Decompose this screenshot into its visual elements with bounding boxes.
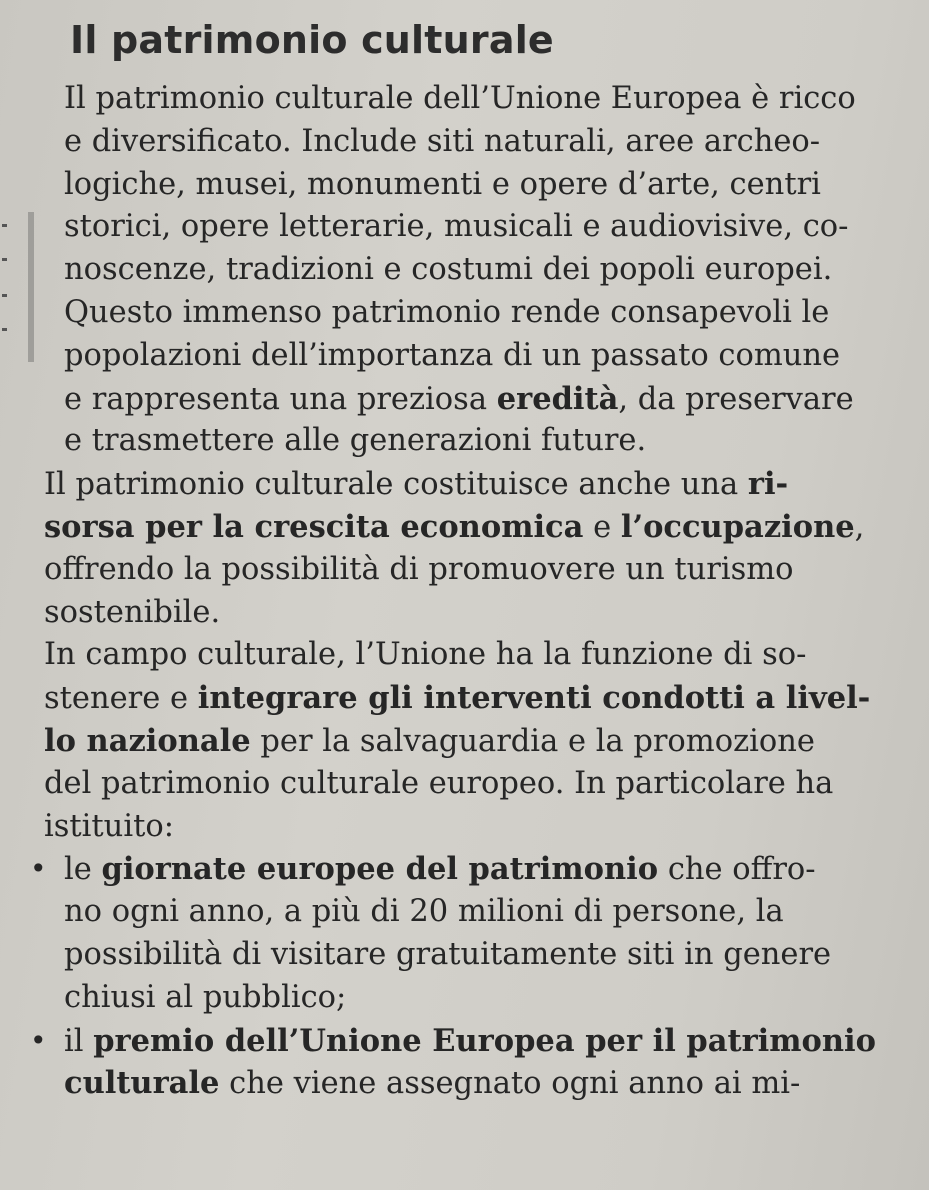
text-run: stenere e <box>44 681 198 717</box>
text-run: offrendo la possibilità di promuovere un turismo <box>44 551 794 587</box>
text-run: e rappresenta una preziosa <box>64 381 497 417</box>
text-run: che viene assegnato ogni anno ai mi- <box>219 1066 801 1102</box>
text-run: per la salvaguardia e la promozione <box>250 723 815 759</box>
text-line <box>44 1062 904 1105</box>
text-run: e trasmettere alle generazioni future. <box>64 423 647 459</box>
text-line <box>44 549 904 592</box>
text-run: , da preservare <box>618 381 854 417</box>
bold-text: l’occupazione <box>620 508 855 545</box>
text-run: Questo immenso patrimonio rende consapevoli le <box>64 294 830 330</box>
bold-text: giornate europee del patrimonio <box>101 851 659 888</box>
text-run: che offro- <box>658 852 816 888</box>
bold-text: integrare gli interventi condotti a livel- <box>197 680 871 717</box>
bold-text: culturale <box>64 1065 220 1102</box>
text-line <box>44 677 904 720</box>
text-run: il <box>64 1023 94 1059</box>
margin-bar <box>28 212 34 362</box>
text-line <box>44 121 904 164</box>
bold-text: eredità <box>496 380 619 417</box>
section-title: Il patrimonio culturale <box>70 18 554 62</box>
text-line <box>44 763 904 806</box>
text-run: sostenibile. <box>44 594 221 630</box>
text-line <box>44 420 904 463</box>
text-line <box>44 206 904 249</box>
text-line <box>44 977 904 1020</box>
text-line <box>44 806 904 849</box>
bold-text: premio dell’Unione Europea per il patrimonio <box>93 1022 876 1059</box>
text-line <box>30 848 904 891</box>
text-run: possibilità di visitare gratuitamente siti in genere <box>64 936 832 972</box>
text-run: popolazioni dell’importanza di un passato comune <box>64 337 841 373</box>
text-run: del patrimonio culturale europeo. In particolare ha <box>44 765 834 801</box>
text-line <box>44 720 904 763</box>
text-run: , <box>854 509 865 545</box>
bold-text: sorsa per la crescita economica <box>44 508 584 545</box>
text-line <box>44 292 904 335</box>
text-run: noscenze, tradizioni e costumi dei popoli europei. <box>64 252 833 288</box>
text-line <box>30 1020 904 1063</box>
text-run: storici, opere letterarie, musicali e audiovisive, co- <box>64 209 849 245</box>
text-run: Il patrimonio culturale costituisce anche una <box>44 467 748 503</box>
text-run: no ogni anno, a più di 20 milioni di persone, la <box>64 894 784 930</box>
margin-marks <box>0 218 10 358</box>
text-line <box>44 335 904 378</box>
bullet-icon: • <box>30 1023 47 1057</box>
bold-text: ri- <box>747 466 789 503</box>
text-run: chiusi al pubblico; <box>64 979 347 1015</box>
text-line <box>44 891 904 934</box>
body-text <box>30 78 904 1105</box>
text-line <box>44 164 904 207</box>
bold-text: lo nazionale <box>44 722 251 759</box>
text-line <box>44 378 904 421</box>
text-run: In campo culturale, l’Unione ha la funzione di so- <box>44 637 807 673</box>
text-line <box>44 506 904 549</box>
text-line <box>44 463 904 506</box>
text-line <box>44 634 904 677</box>
text-run: e <box>583 509 621 545</box>
text-line <box>44 78 904 121</box>
text-run: logiche, musei, monumenti e opere d’arte, centri <box>64 166 821 202</box>
text-line <box>44 934 904 977</box>
text-run: le <box>64 852 102 888</box>
text-line <box>44 592 904 635</box>
text-run: e diversificato. Include siti naturali, aree archeo- <box>64 123 821 159</box>
text-run: istituito: <box>44 808 174 844</box>
text-run: Il patrimonio culturale dell’Unione Europea è ricco <box>64 81 856 116</box>
text-line <box>44 249 904 292</box>
bullet-icon: • <box>30 852 47 886</box>
